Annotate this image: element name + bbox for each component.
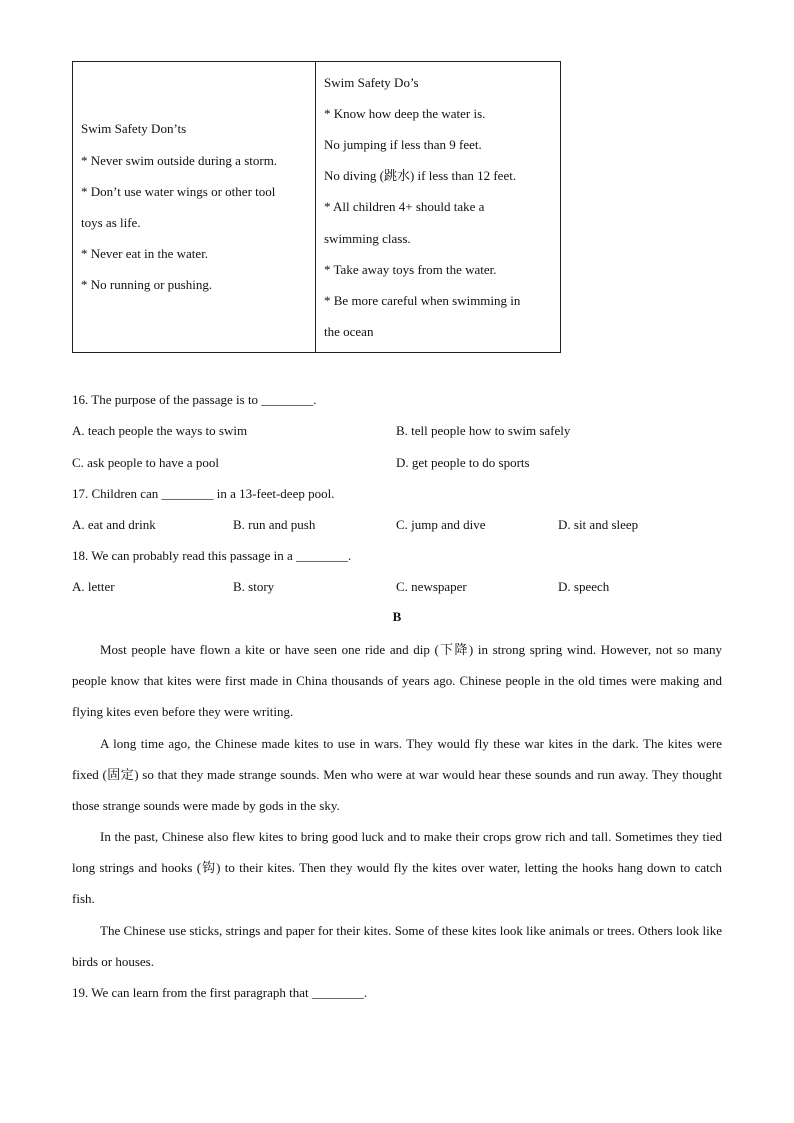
dos-item: * All children 4+ should take a	[324, 199, 485, 215]
question-18-stem: 18. We can probably read this passage in a ________.	[72, 548, 352, 563]
question-17-stem: 17. Children can ________ in a 13-feet-deep pool.	[72, 486, 335, 501]
donts-cell	[73, 62, 316, 353]
passage-paragraph-4: The Chinese use sticks, strings and paper for their kites. Some of these kites look like animals or trees. Others look like birds or houses.	[72, 923, 722, 970]
question-16-option-b: B. tell people how to swim safely	[396, 423, 571, 438]
dos-item: No diving (跳水) if less than 12 feet.	[324, 168, 517, 184]
question-16-option-d: D. get people to do sports	[396, 455, 530, 470]
passage-paragraph-1: Most people have flown a kite or have seen one ride and dip (下降) in strong spring wind. However, not so many people know that kites were first made in China thousands of years ago. Chinese people in the old times were making and flying kites even before they were writing.	[72, 642, 722, 720]
dos-item: swimming class.	[324, 230, 411, 246]
passage-paragraph-2: A long time ago, the Chinese made kites to use in wars. They would fly these war kites in the dark. The kites were fixed (固定) so that they made strange sounds. Men who were at war would hear these sounds and run away. They thought those strange sounds were made by gods in the sky.	[72, 736, 722, 814]
question-17-option-d: D. sit and sleep	[558, 517, 639, 532]
question-19-stem: 19. We can learn from the first paragraph that ________.	[72, 985, 368, 1000]
question-16-stem: 16. The purpose of the passage is to ________.	[72, 392, 317, 407]
question-18-option-a: A. letter	[72, 579, 115, 594]
question-17-option-a: A. eat and drink	[72, 517, 156, 532]
question-18-option-d: D. speech	[558, 579, 610, 594]
swim-safety-table	[72, 61, 561, 353]
dos-item: * Be more careful when swimming in	[324, 293, 521, 308]
dos-item: the ocean	[324, 324, 374, 340]
dos-title: Swim Safety Do’s	[324, 74, 419, 90]
question-17-option-b: B. run and push	[233, 517, 316, 532]
dos-item: No jumping if less than 9 feet.	[324, 136, 482, 152]
question-18-option-b: B. story	[233, 579, 275, 594]
donts-item: * No running or pushing.	[81, 277, 213, 293]
section-b-heading: B	[392, 609, 402, 624]
donts-item: toys as life.	[81, 215, 141, 230]
dos-item: * Know how deep the water is.	[324, 105, 486, 121]
passage-paragraph-3: In the past, Chinese also flew kites to bring good luck and to make their crops grow rich and tall. Sometimes they tied long strings and hooks (钩) to their kites. Then they would fly the kites over water, letting the hooks hang down to catch fish.	[72, 829, 722, 907]
question-18-option-c: C. newspaper	[396, 579, 467, 594]
dos-item: * Take away toys from the water.	[324, 261, 497, 277]
donts-title: Swim Safety Don’ts	[81, 121, 187, 137]
dos-cell	[316, 62, 561, 353]
question-16-option-a: A. teach people the ways to swim	[72, 423, 248, 438]
donts-item: * Never eat in the water.	[81, 246, 209, 262]
donts-item: * Don’t use water wings or other tool	[81, 183, 276, 199]
question-16-option-c: C. ask people to have a pool	[72, 455, 219, 470]
question-17-option-c: C. jump and dive	[396, 517, 486, 532]
donts-item: * Never swim outside during a storm.	[81, 152, 278, 168]
